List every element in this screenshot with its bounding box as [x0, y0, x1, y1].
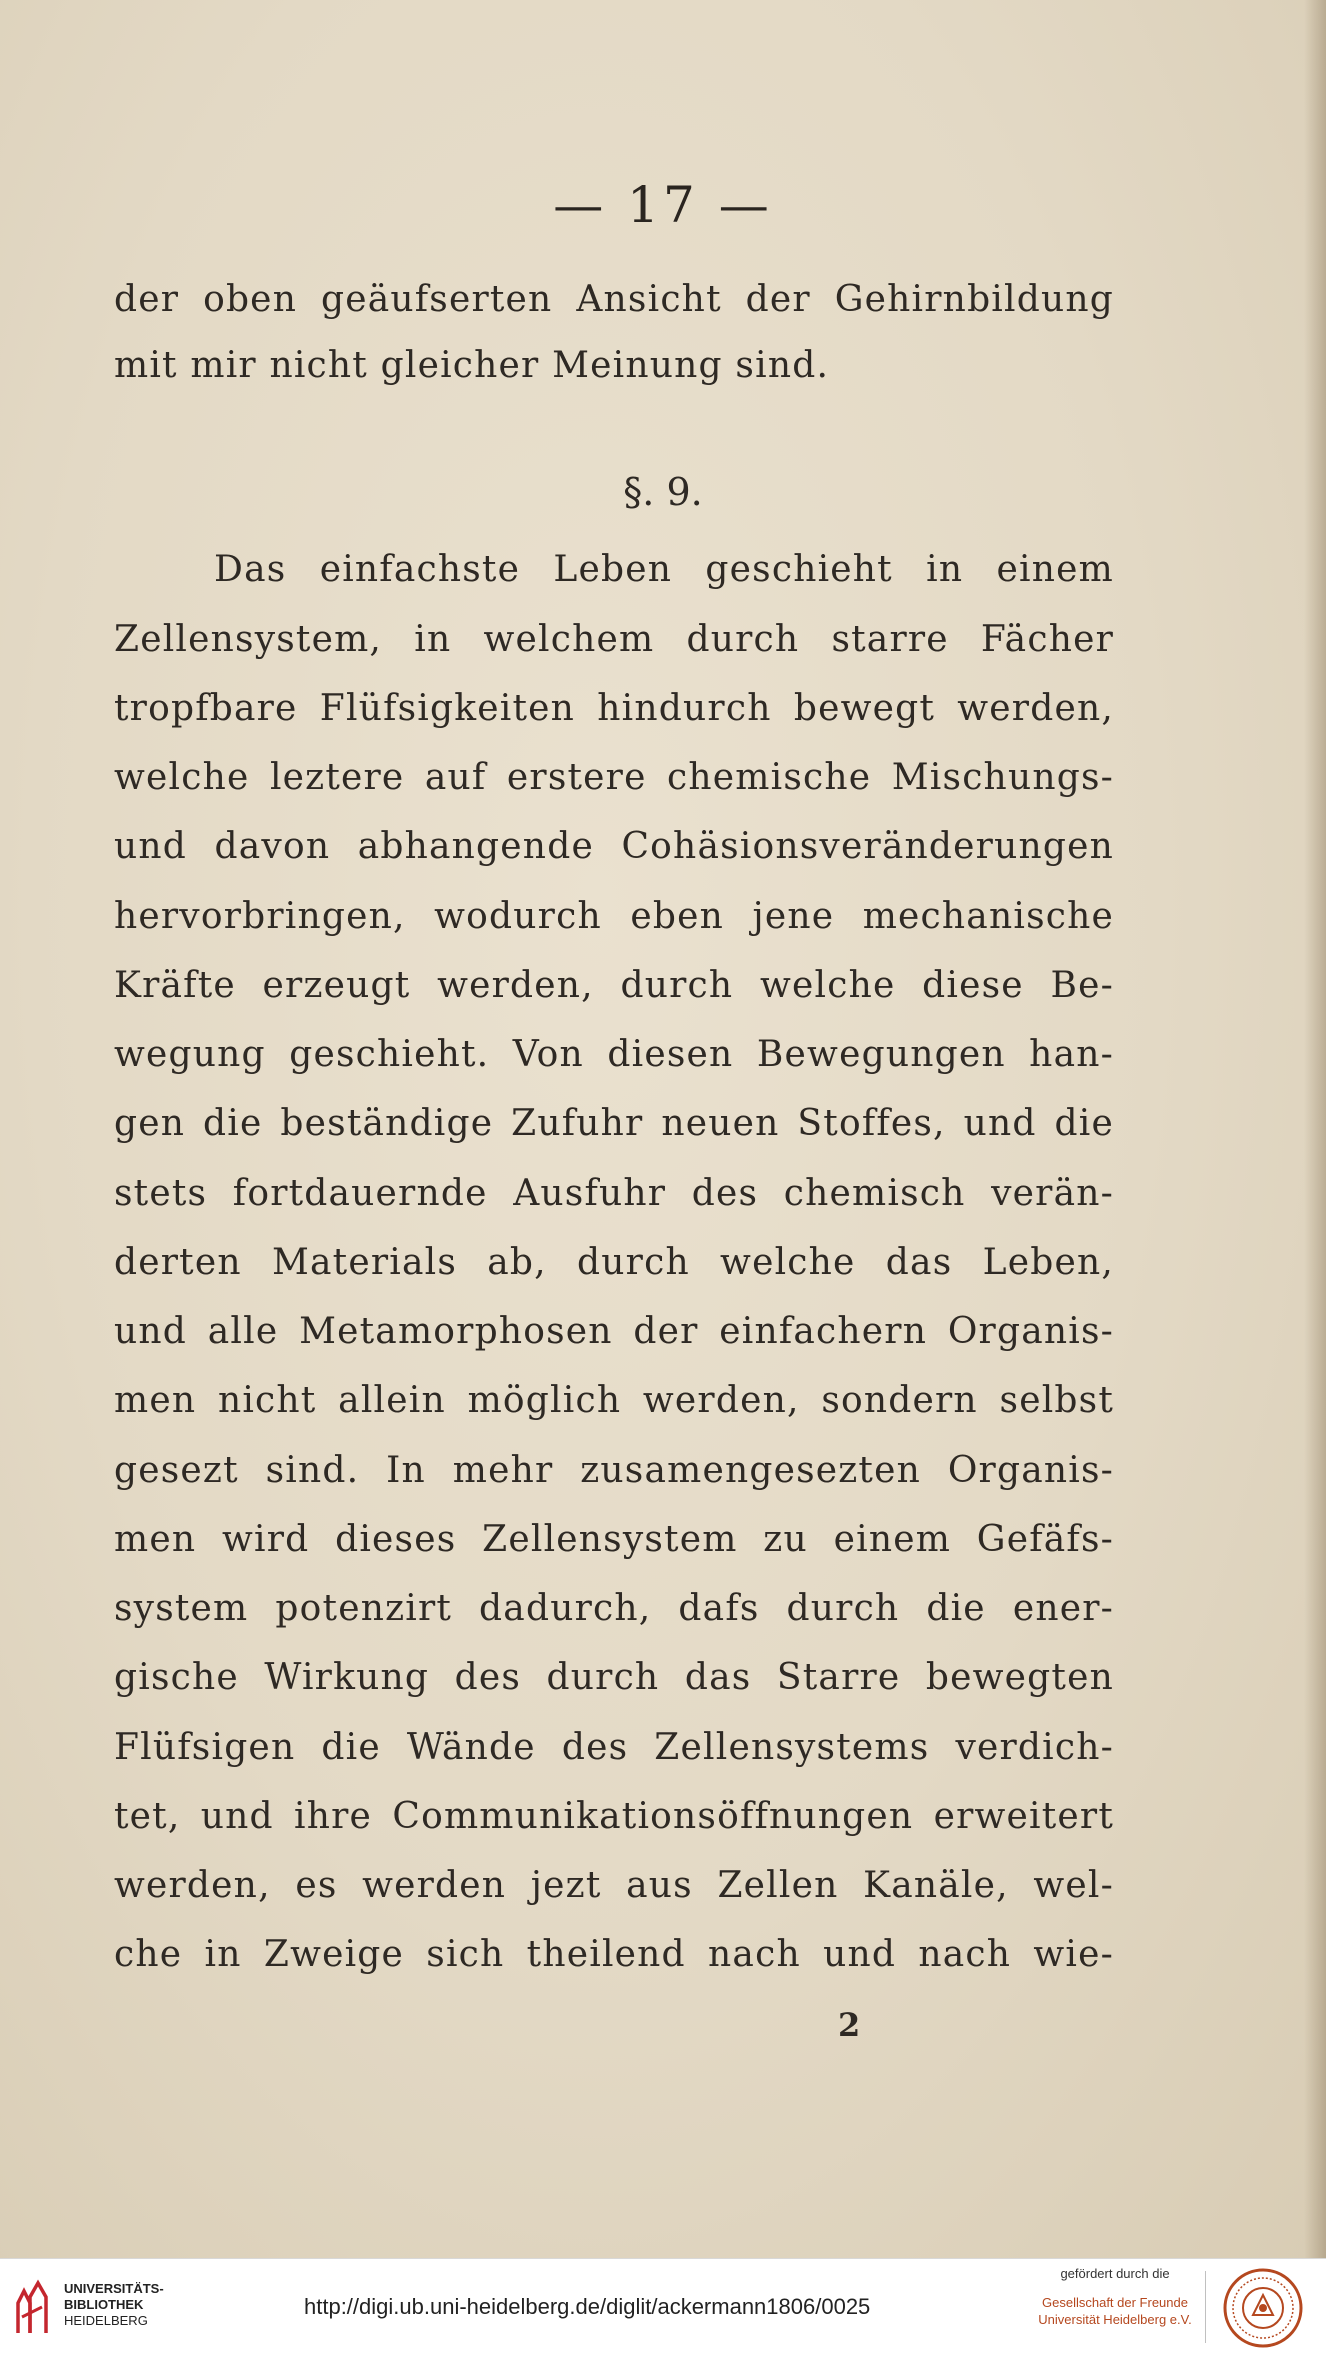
footer-bar: [0, 2258, 1326, 2355]
page-header: — 17 —: [553, 176, 773, 234]
text-line: derten Materials ab, durch welche das Leben,: [114, 1242, 1114, 1283]
text-line: tet, und ihre Communikationsöffnungen erweitert: [114, 1796, 1114, 1837]
text-line: hervorbringen, wodurch eben jene mechanische: [114, 896, 1114, 937]
text-line: tropfbare Flüfsigkeiten hindurch bewegt werden,: [114, 688, 1114, 729]
library-name-line: UNIVERSITÄTS-: [64, 2281, 164, 2296]
sponsor-lead: gefördert durch die: [1060, 2266, 1170, 2281]
university-seal-icon: [1222, 2267, 1304, 2349]
text-line: gesezt sind. In mehr zusamengesezten Organis-: [114, 1450, 1114, 1491]
sponsor-block: [1010, 2265, 1220, 2328]
library-name: [64, 2281, 164, 2329]
text-line: und alle Metamorphosen der einfachern Organis-: [114, 1311, 1114, 1352]
footer-divider: [1205, 2271, 1206, 2343]
text-line: mit mir nicht gleicher Meinung sind.: [114, 345, 830, 386]
text-line: wegung geschieht. Von diesen Bewegungen han-: [114, 1034, 1114, 1075]
paragraph-mark: §. 9.: [623, 470, 703, 514]
text-line: system potenzirt dadurch, dafs durch die ener-: [114, 1588, 1114, 1629]
text-line: werden, es werden jezt aus Zellen Kanäle, wel-: [114, 1865, 1114, 1906]
text-line: gische Wirkung des durch das Starre bewegten: [114, 1657, 1114, 1698]
text-line: Das einfachste Leben geschieht in einem: [214, 549, 1114, 590]
text-line: che in Zweige sich theilend nach und nach wie-: [114, 1934, 1114, 1975]
text-line: stets fortdauernde Ausfuhr des chemisch verän-: [114, 1173, 1114, 1214]
text-line: men wird dieses Zellensystem zu einem Gefäfs-: [114, 1519, 1114, 1560]
text-line: gen die beständige Zufuhr neuen Stoffes, und die: [114, 1103, 1114, 1144]
library-name-line: HEIDELBERG: [64, 2313, 148, 2328]
signature-mark: 2: [838, 2006, 861, 2044]
ub-heidelberg-logo-icon: [14, 2277, 54, 2337]
sponsor-name: Gesellschaft der Freunde: [1042, 2295, 1188, 2310]
text-line: Flüfsigen die Wände des Zellensystems verdich-: [114, 1727, 1114, 1768]
library-name-line: BIBLIOTHEK: [64, 2297, 144, 2312]
text-line: welche leztere auf erstere chemische Mischungs-: [114, 757, 1114, 798]
text-line: und davon abhangende Cohäsionsveränderungen: [114, 826, 1114, 867]
text-line: der oben geäufserten Ansicht der Gehirnbildung: [114, 279, 1114, 320]
text-line: Kräfte erzeugt werden, durch welche diese Be-: [114, 965, 1114, 1006]
sponsor-name: Universität Heidelberg e.V.: [1038, 2312, 1192, 2327]
text-line: Zellensystem, in welchem durch starre Fächer: [114, 619, 1114, 660]
text-line: men nicht allein möglich werden, sondern selbst: [114, 1380, 1114, 1421]
permalink-url[interactable]: http://digi.ub.uni-heidelberg.de/diglit/ackermann1806/0025: [304, 2294, 871, 2319]
